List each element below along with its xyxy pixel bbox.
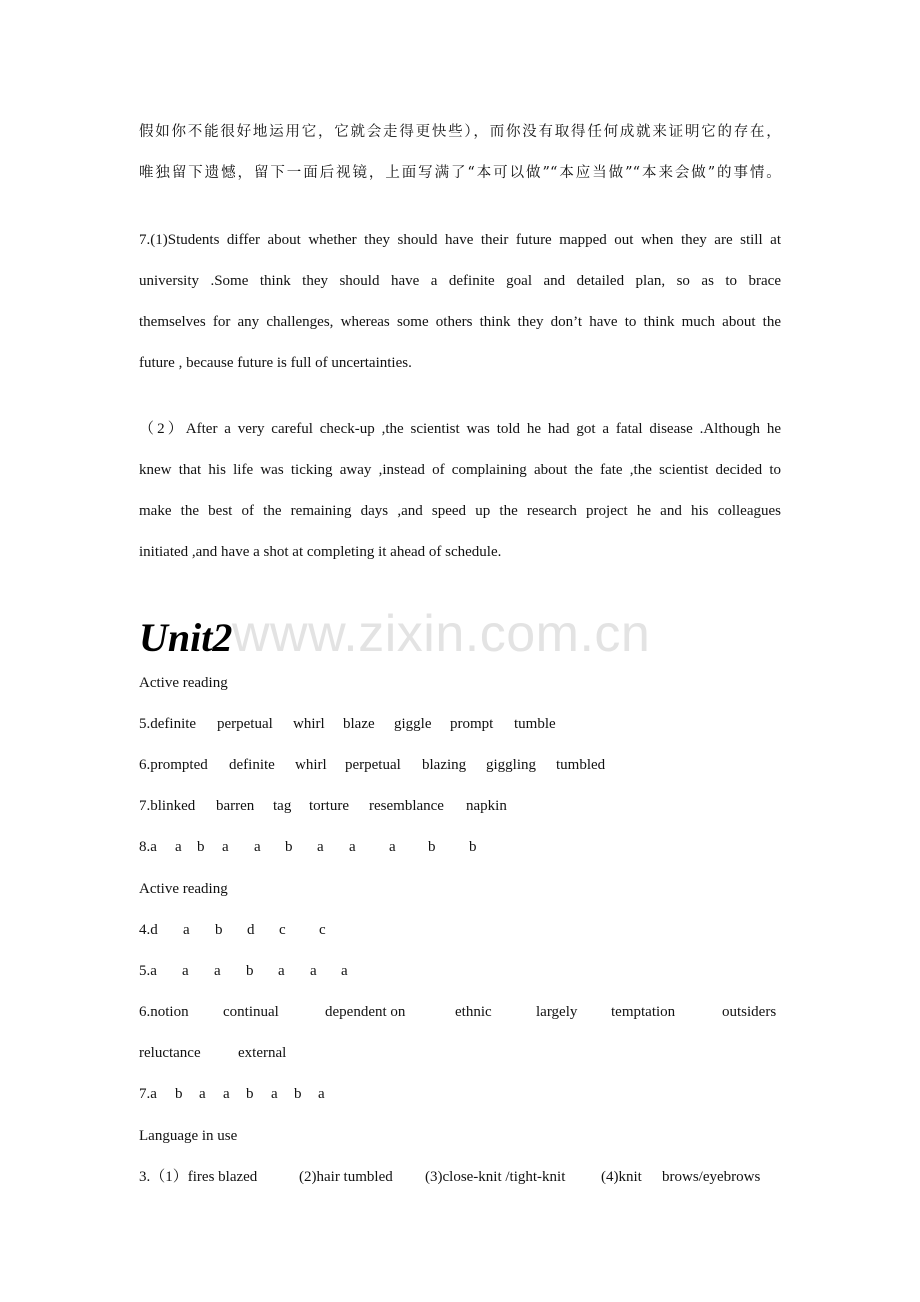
section-label-active-reading-1: Active reading (139, 675, 228, 691)
para-7-2-line-2: knew that his life was ticking away ,instead of complaining about the fate ,the scientist decided to (139, 462, 781, 478)
answer-item: external (238, 1045, 287, 1061)
para-7-1-line-4: future , because future is full of uncertainties. (139, 355, 412, 371)
answer-item: b (175, 1086, 183, 1102)
answer-item: brows/eyebrows (662, 1169, 761, 1185)
answer-item: b (246, 963, 254, 979)
section-label-language-in-use: Language in use (139, 1128, 238, 1144)
answer-item: ethnic (455, 1004, 492, 1020)
answer-item: b (197, 839, 205, 855)
answer-item: a (223, 1086, 230, 1102)
para-7-2-line-3: make the best of the remaining days ,and speed up the research project he and his colleagues (139, 503, 781, 519)
answer-item: a (271, 1086, 278, 1102)
answer-item: b (294, 1086, 302, 1102)
answer-item: a (182, 963, 189, 979)
answer-item: (3)close-knit /tight-knit (425, 1169, 566, 1185)
answer-item: a (310, 963, 317, 979)
answer-item: a (318, 1086, 325, 1102)
answer-item: torture (309, 798, 349, 814)
chinese-text-line-2: 唯独留下遗憾，留下一面后视镜，上面写满了“本可以做”“本应当做”“本来会做”的事情。 (139, 165, 781, 181)
section-label-active-reading-2: Active reading (139, 881, 228, 897)
answer-item: blazing (422, 757, 467, 773)
answer-item: napkin (466, 798, 507, 814)
answer-item: a (175, 839, 182, 855)
answer-item: a (214, 963, 221, 979)
answer-item: continual (223, 1004, 279, 1020)
answer-item: 7.blinked (139, 798, 196, 814)
chinese-text-line-1: 假如你不能很好地运用它，它就会走得更快些），而你没有取得任何成就来证明它的存在， (139, 124, 781, 140)
para-7-1-line-3: themselves for any challenges, whereas some others think they don’t have to think much about the (139, 314, 781, 330)
answer-item: 5.a (139, 963, 157, 979)
unit-heading: Unit2 (139, 615, 233, 660)
answer-item: blaze (343, 716, 375, 732)
answer-item: whirl (293, 716, 325, 732)
answer-item: b (285, 839, 293, 855)
answer-item: 6.prompted (139, 757, 208, 773)
watermark: www.zixin.com.cn (232, 605, 651, 663)
answer-item: d (247, 922, 255, 938)
answer-item: prompt (450, 716, 494, 732)
answer-item: resemblance (369, 798, 444, 814)
answer-item: perpetual (345, 757, 401, 773)
answer-item: outsiders (722, 1004, 777, 1020)
answer-item: temptation (611, 1004, 676, 1020)
answer-item: a (278, 963, 285, 979)
answer-item: (4)knit (601, 1169, 642, 1185)
answer-item: 3.（1）fires blazed (139, 1169, 258, 1185)
answer-item: a (389, 839, 396, 855)
answer-item: 6.notion (139, 1004, 189, 1020)
answer-item: tumbled (556, 757, 606, 773)
answer-item: (2)hair tumbled (299, 1169, 393, 1185)
para-7-2-line-1: （2）After a very careful check-up ,the scientist was told he had got a fatal disease .Although he (139, 421, 781, 437)
answer-item: a (183, 922, 190, 938)
answer-item: 8.a (139, 839, 157, 855)
answer-item: a (341, 963, 348, 979)
answer-item: b (428, 839, 436, 855)
answer-item: giggle (394, 716, 432, 732)
answer-item: dependent on (325, 1004, 406, 1020)
answer-item: tumble (514, 716, 556, 732)
answer-item: giggling (486, 757, 537, 773)
answer-item: 4.d (139, 922, 158, 938)
answer-item: a (222, 839, 229, 855)
answer-item: c (279, 922, 286, 938)
answer-item: barren (216, 798, 255, 814)
answer-item: reluctance (139, 1045, 201, 1061)
answer-item: a (349, 839, 356, 855)
answer-item: whirl (295, 757, 327, 773)
answer-item: b (215, 922, 223, 938)
answer-item: b (246, 1086, 254, 1102)
answer-item: 7.a (139, 1086, 157, 1102)
answer-item: b (469, 839, 477, 855)
answer-item: largely (536, 1004, 578, 1020)
answer-item: 5.definite (139, 716, 197, 732)
para-7-2-line-4: initiated ,and have a shot at completing it ahead of schedule. (139, 544, 502, 560)
answer-item: tag (273, 798, 292, 814)
answer-item: a (199, 1086, 206, 1102)
para-7-1-line-2: university .Some think they should have a definite goal and detailed plan, so as to brace (139, 273, 781, 289)
para-7-1-line-1: 7.(1)Students differ about whether they should have their future mapped out when they are still at (139, 232, 781, 248)
answer-item: perpetual (217, 716, 273, 732)
answer-item: a (254, 839, 261, 855)
answer-item: a (317, 839, 324, 855)
answer-item: definite (229, 757, 275, 773)
answer-item: c (319, 922, 326, 938)
